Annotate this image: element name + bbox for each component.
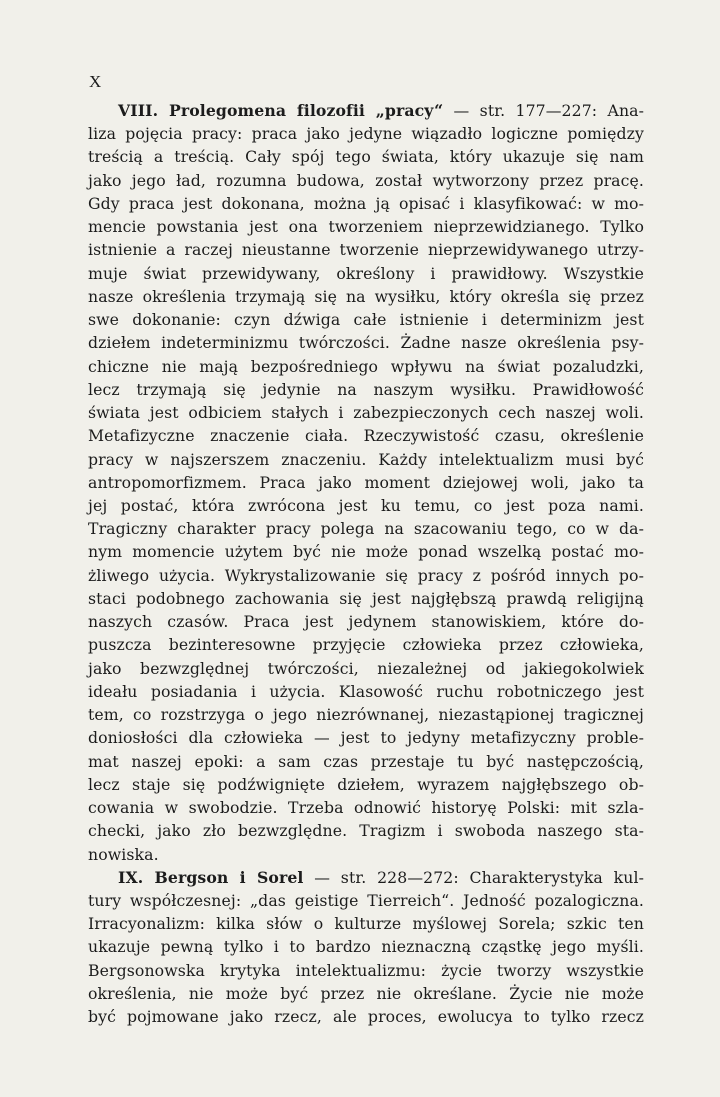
text-line: istnienie a raczej nieustanne tworzenie nieprzewidywanego utrzy- <box>88 240 644 260</box>
text-line: nym momencie użytem być nie może ponad wszelką postać mo- <box>88 542 644 562</box>
text-line: pracy w najszerszem znaczeniu. Każdy intelektualizm musi być <box>88 449 644 469</box>
section-heading: VIII. Prolegomena filozofii „pracy“ <box>118 101 444 120</box>
text-line: Bergsonowska krytyka intelektualizmu: życie tworzy wszystkie <box>88 960 644 980</box>
text-line: jako bezwzględnej twórczości, niezależnej od jakiegokolwiek <box>88 658 644 678</box>
text-line: chiczne nie mają bezpośredniego wpływu na świat pozaludzki, <box>88 356 644 376</box>
text-line: lecz trzymają się jedynie na naszym wysiłku. Prawidłowość <box>88 379 644 399</box>
text-line <box>88 99 644 122</box>
text-line: liza pojęcia pracy: praca jako jedyne wiązadło logiczne pomiędzy <box>88 124 644 144</box>
text-line: nasze określenia trzymają się na wysiłku, który określa się przez <box>88 286 644 306</box>
text-line: dziełem indeterminizmu twórczości. Żadne nasze określenia psy- <box>88 333 644 353</box>
text-line: być pojmowane jako rzecz, ale proces, ewolucya to tylko rzecz <box>88 1007 644 1027</box>
text-line: Metafizyczne znaczenie ciała. Rzeczywistość czasu, określenie <box>88 426 644 446</box>
text-line: świata jest odbiciem stałych i zabezpieczonych cech naszej woli. <box>88 403 644 423</box>
text-line: Irracyonalizm: kilka słów o kulturze myślowej Sorela; szkic ten <box>88 914 644 934</box>
text-line: antropomorfizmem. Praca jako moment dziejowej woli, jako ta <box>88 472 644 492</box>
text-line: tury współczesnej: „das geistige Tierreich“. Jedność pozalogiczna. <box>88 890 644 910</box>
section-heading: IX. Bergson i Sorel <box>118 867 304 887</box>
text-line: puszcza bezinteresowne przyjęcie człowieka przez człowieka, <box>88 635 644 655</box>
text-line: jako jego ład, rozumna budowa, został wytworzony przez pracę. <box>88 170 644 190</box>
text-line: naszych czasów. Praca jest jedynem stanowiskiem, które do- <box>88 612 644 632</box>
text-line: żliwego użycia. Wykrystalizowanie się pracy z pośród innych po- <box>88 565 644 585</box>
text-line: staci podobnego zachowania się jest najgłębszą prawdą religijną <box>88 588 644 608</box>
text-line <box>88 866 644 889</box>
text-line: ukazuje pewną tylko i to bardzo nieznaczną cząstkę jego myśli. <box>88 937 644 957</box>
text-line: treścią a treścią. Cały spój tego świata, który ukazuje się nam <box>88 147 644 167</box>
text-line: cowania w swobodzie. Trzeba odnowić historyę Polski: mit szla- <box>88 798 644 818</box>
text-line: mencie powstania jest ona tworzeniem nieprzewidzianego. Tylko <box>88 217 644 237</box>
text-line: muje świat przewidywany, określony i prawidłowy. Wszystkie <box>88 263 644 283</box>
page-number: X <box>89 72 102 91</box>
text-line: mat naszej epoki: a sam czas przestaje tu być następczością, <box>88 751 644 771</box>
text-line: jej postać, która zwrócona jest ku temu, co jest poza nami. <box>88 495 644 515</box>
text-line: tem, co rozstrzyga o jego niezrównanej, niezastąpionej tragicznej <box>88 705 644 725</box>
section-heading-rest: — str. 177—227: Ana- <box>443 101 645 120</box>
text-line: określenia, nie może być przez nie określane. Życie nie może <box>88 983 644 1003</box>
text-line: doniosłości dla człowieka — jest to jedyny metafizyczny proble- <box>88 728 644 748</box>
section-heading-rest: — str. 228—272: Charakterystyka kul- <box>303 867 644 887</box>
text-body <box>88 99 644 1028</box>
text-line: checki, jako zło bezwzględne. Tragizm i swoboda naszego sta- <box>88 821 644 841</box>
text-line: swe dokonanie: czyn dźwiga całe istnienie i determinizm jest <box>88 310 644 330</box>
text-line: Tragiczny charakter pracy polega na szacowaniu tego, co w da- <box>88 519 644 539</box>
text-line: ideału posiadania i użycia. Klasowość ruchu robotniczego jest <box>88 681 644 701</box>
text-line: lecz staje się podźwignięte dziełem, wyrazem najgłębszego ob- <box>88 774 644 794</box>
text-line: nowiska. <box>88 844 159 864</box>
text-line: Gdy praca jest dokonana, można ją opisać i klasyfikować: w mo- <box>88 193 644 213</box>
